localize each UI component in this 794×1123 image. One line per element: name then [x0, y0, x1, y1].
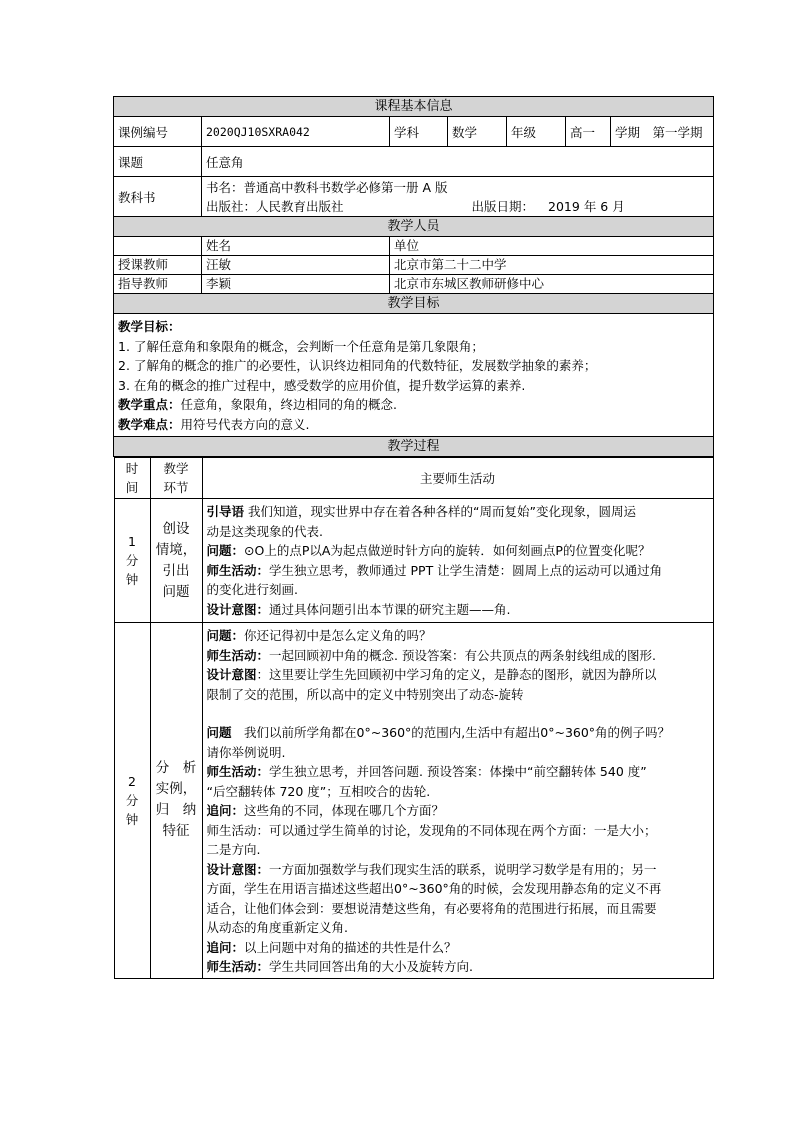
term-value: 第一学期 — [652, 124, 703, 140]
staff-role: 指导教师 — [114, 275, 202, 294]
term-label: 学期 — [615, 124, 641, 140]
term-cell — [611, 117, 714, 147]
step1-activity — [202, 499, 713, 623]
activity-line: 师生活动：学生独立思考，并回答问题. 预设答案：体操中“前空翻转体 540 度” — [206, 764, 647, 779]
grade-value-text: 高一 — [570, 124, 596, 140]
activity-line: 问题：你还记得初中是怎么定义角的吗？ — [206, 628, 432, 643]
goals-cell — [114, 314, 714, 437]
activity-line: 的变化进行刻画. — [206, 582, 298, 597]
goal-heading: 教学目标： — [118, 319, 181, 334]
activity-line: 追问：这些角的不同，体现在哪几个方面？ — [206, 803, 445, 818]
activity-line: 师生活动：学生独立思考，教师通过 PPT 让学生清楚：圆周上点的运动可以通过角 — [206, 562, 663, 578]
blank-line — [207, 704, 709, 723]
key-label: 教学重点： — [118, 397, 181, 412]
step1-time: 1 分 钟 — [114, 499, 150, 623]
activity-line: 引导语 我们知道，现实世界中存在着各种各样的“周而复始”变化现象，圆周运 — [206, 504, 636, 519]
grade-label: 年级 — [507, 117, 566, 147]
step1-stage: 创设 情境， 引出 问题 — [150, 499, 202, 623]
time-col-header: 时 间 — [114, 458, 150, 499]
step2-activity — [202, 623, 713, 979]
activity-line: 限制了交的范围，所以高中的定义中特别突出了动态-旋转 — [206, 686, 524, 702]
goal-item: 2. 了解角的概念的推广的必要性，认识终边相同角的代数特征，发展数学抽象的素养； — [118, 358, 597, 373]
process-wrap — [114, 457, 714, 979]
topic-value: 任意角 — [202, 147, 714, 177]
publisher-line — [206, 197, 709, 216]
staff-header: 教学人员 — [114, 217, 714, 237]
activity-line: 问题：⊙O上的点P以A为起点做逆时针方向的旋转．如何刻画点P的位置变化呢？ — [206, 543, 651, 558]
activity-col-header: 主要师生活动 — [202, 458, 713, 499]
diff-text: 用符号代表方向的意义. — [180, 416, 310, 432]
activity-line: 方面，学生在用语言描述这些超出0°~360°角的时候，会发现用静态角的定义不再 — [206, 881, 662, 896]
goal-item: 1. 了解任意角和象限角的概念，会判断一个任意角是第几象限角； — [118, 338, 484, 354]
name-header: 姓名 — [202, 237, 390, 256]
key-point — [118, 395, 709, 415]
code-value: 2020QJ10SXRA042 — [202, 117, 390, 147]
subject-value: 数学 — [448, 117, 507, 147]
activity-line: 问题 我们以前所学角都在0°~360°的范围内,生活中有超出0°~360°角的例子吗？ — [206, 725, 671, 740]
grade-value — [566, 117, 611, 147]
activity-line: “后空翻转体 720 度”；互相咬合的齿轮. — [206, 783, 431, 799]
staff-name: 李颖 — [202, 275, 390, 294]
step2-stage: 分 析 实例， 归 纳 特征 — [150, 623, 202, 979]
course-info-header: 课程基本信息 — [114, 97, 714, 117]
code-label: 课例编号 — [114, 117, 202, 147]
activity-line: 从动态的角度重新定义角. — [206, 920, 348, 935]
book-name: 书名：普通高中教科书数学必修第一册 A 版 — [206, 179, 448, 195]
goals-header: 教学目标 — [114, 294, 714, 314]
publisher: 出版社：人民教育出版社 — [206, 198, 344, 214]
textbook-label: 教科书 — [114, 177, 202, 217]
subject-label: 学科 — [390, 117, 448, 147]
activity-line: 适合，让他们体会到：要想说清楚这些角，有必要将角的范围进行拓展，而且需要 — [206, 900, 657, 916]
staff-role: 授课教师 — [114, 256, 202, 275]
activity-line: 请你举例说明. — [206, 744, 286, 760]
topic-label: 课题 — [114, 147, 202, 177]
goal-item: 3. 在角的概念的推广过程中，感受数学的应用价值，提升数学运算的素养. — [118, 377, 526, 393]
difficulty — [118, 415, 709, 435]
lesson-plan-table — [113, 96, 714, 979]
pub-date-value: 2019 年 6 月 — [548, 198, 625, 214]
activity-line: 师生活动：可以通过学生简单的讨论，发现角的不同体现在两个方面：一是大小； — [206, 822, 657, 838]
activity-line: 师生活动：一起回顾初中角的概念. 预设答案：有公共顶点的两条射线组成的图形. — [206, 647, 656, 663]
staff-unit: 北京市东城区教师研修中心 — [390, 275, 714, 294]
staff-unit: 北京市第二十二中学 — [390, 256, 714, 275]
key-text: 任意角，象限角，终边相同的角的概念. — [180, 397, 397, 412]
textbook-cell — [202, 177, 714, 217]
activity-line: 设计意图：一方面加强数学与我们现实生活的联系，说明学习数学是有用的；另一 — [206, 861, 657, 877]
activity-line: 设计意图：这里要让学生先回顾初中学习角的定义，是静态的图形，就因为静所以 — [206, 667, 657, 682]
diff-label: 教学难点： — [118, 416, 181, 432]
staff-corner — [114, 237, 202, 256]
activity-line: 设计意图：通过具体问题引出本节课的研究主题——角. — [206, 601, 511, 617]
activity-line: 师生活动：学生共同回答出角的大小及旋转方向. — [206, 959, 473, 974]
process-header: 教学过程 — [114, 437, 714, 457]
pub-date-label: 出版日期： — [471, 198, 535, 214]
activity-line: 动是这类现象的代表. — [206, 523, 323, 539]
staff-name: 汪敏 — [202, 256, 390, 275]
process-table — [114, 457, 714, 979]
step2-time: 2 分 钟 — [114, 623, 150, 979]
activity-line: 追问：以上问题中对角的描述的共性是什么？ — [206, 939, 457, 955]
unit-header: 单位 — [390, 237, 714, 256]
activity-line: 二是方向. — [206, 842, 261, 857]
stage-col-header: 教学 环节 — [150, 458, 202, 499]
